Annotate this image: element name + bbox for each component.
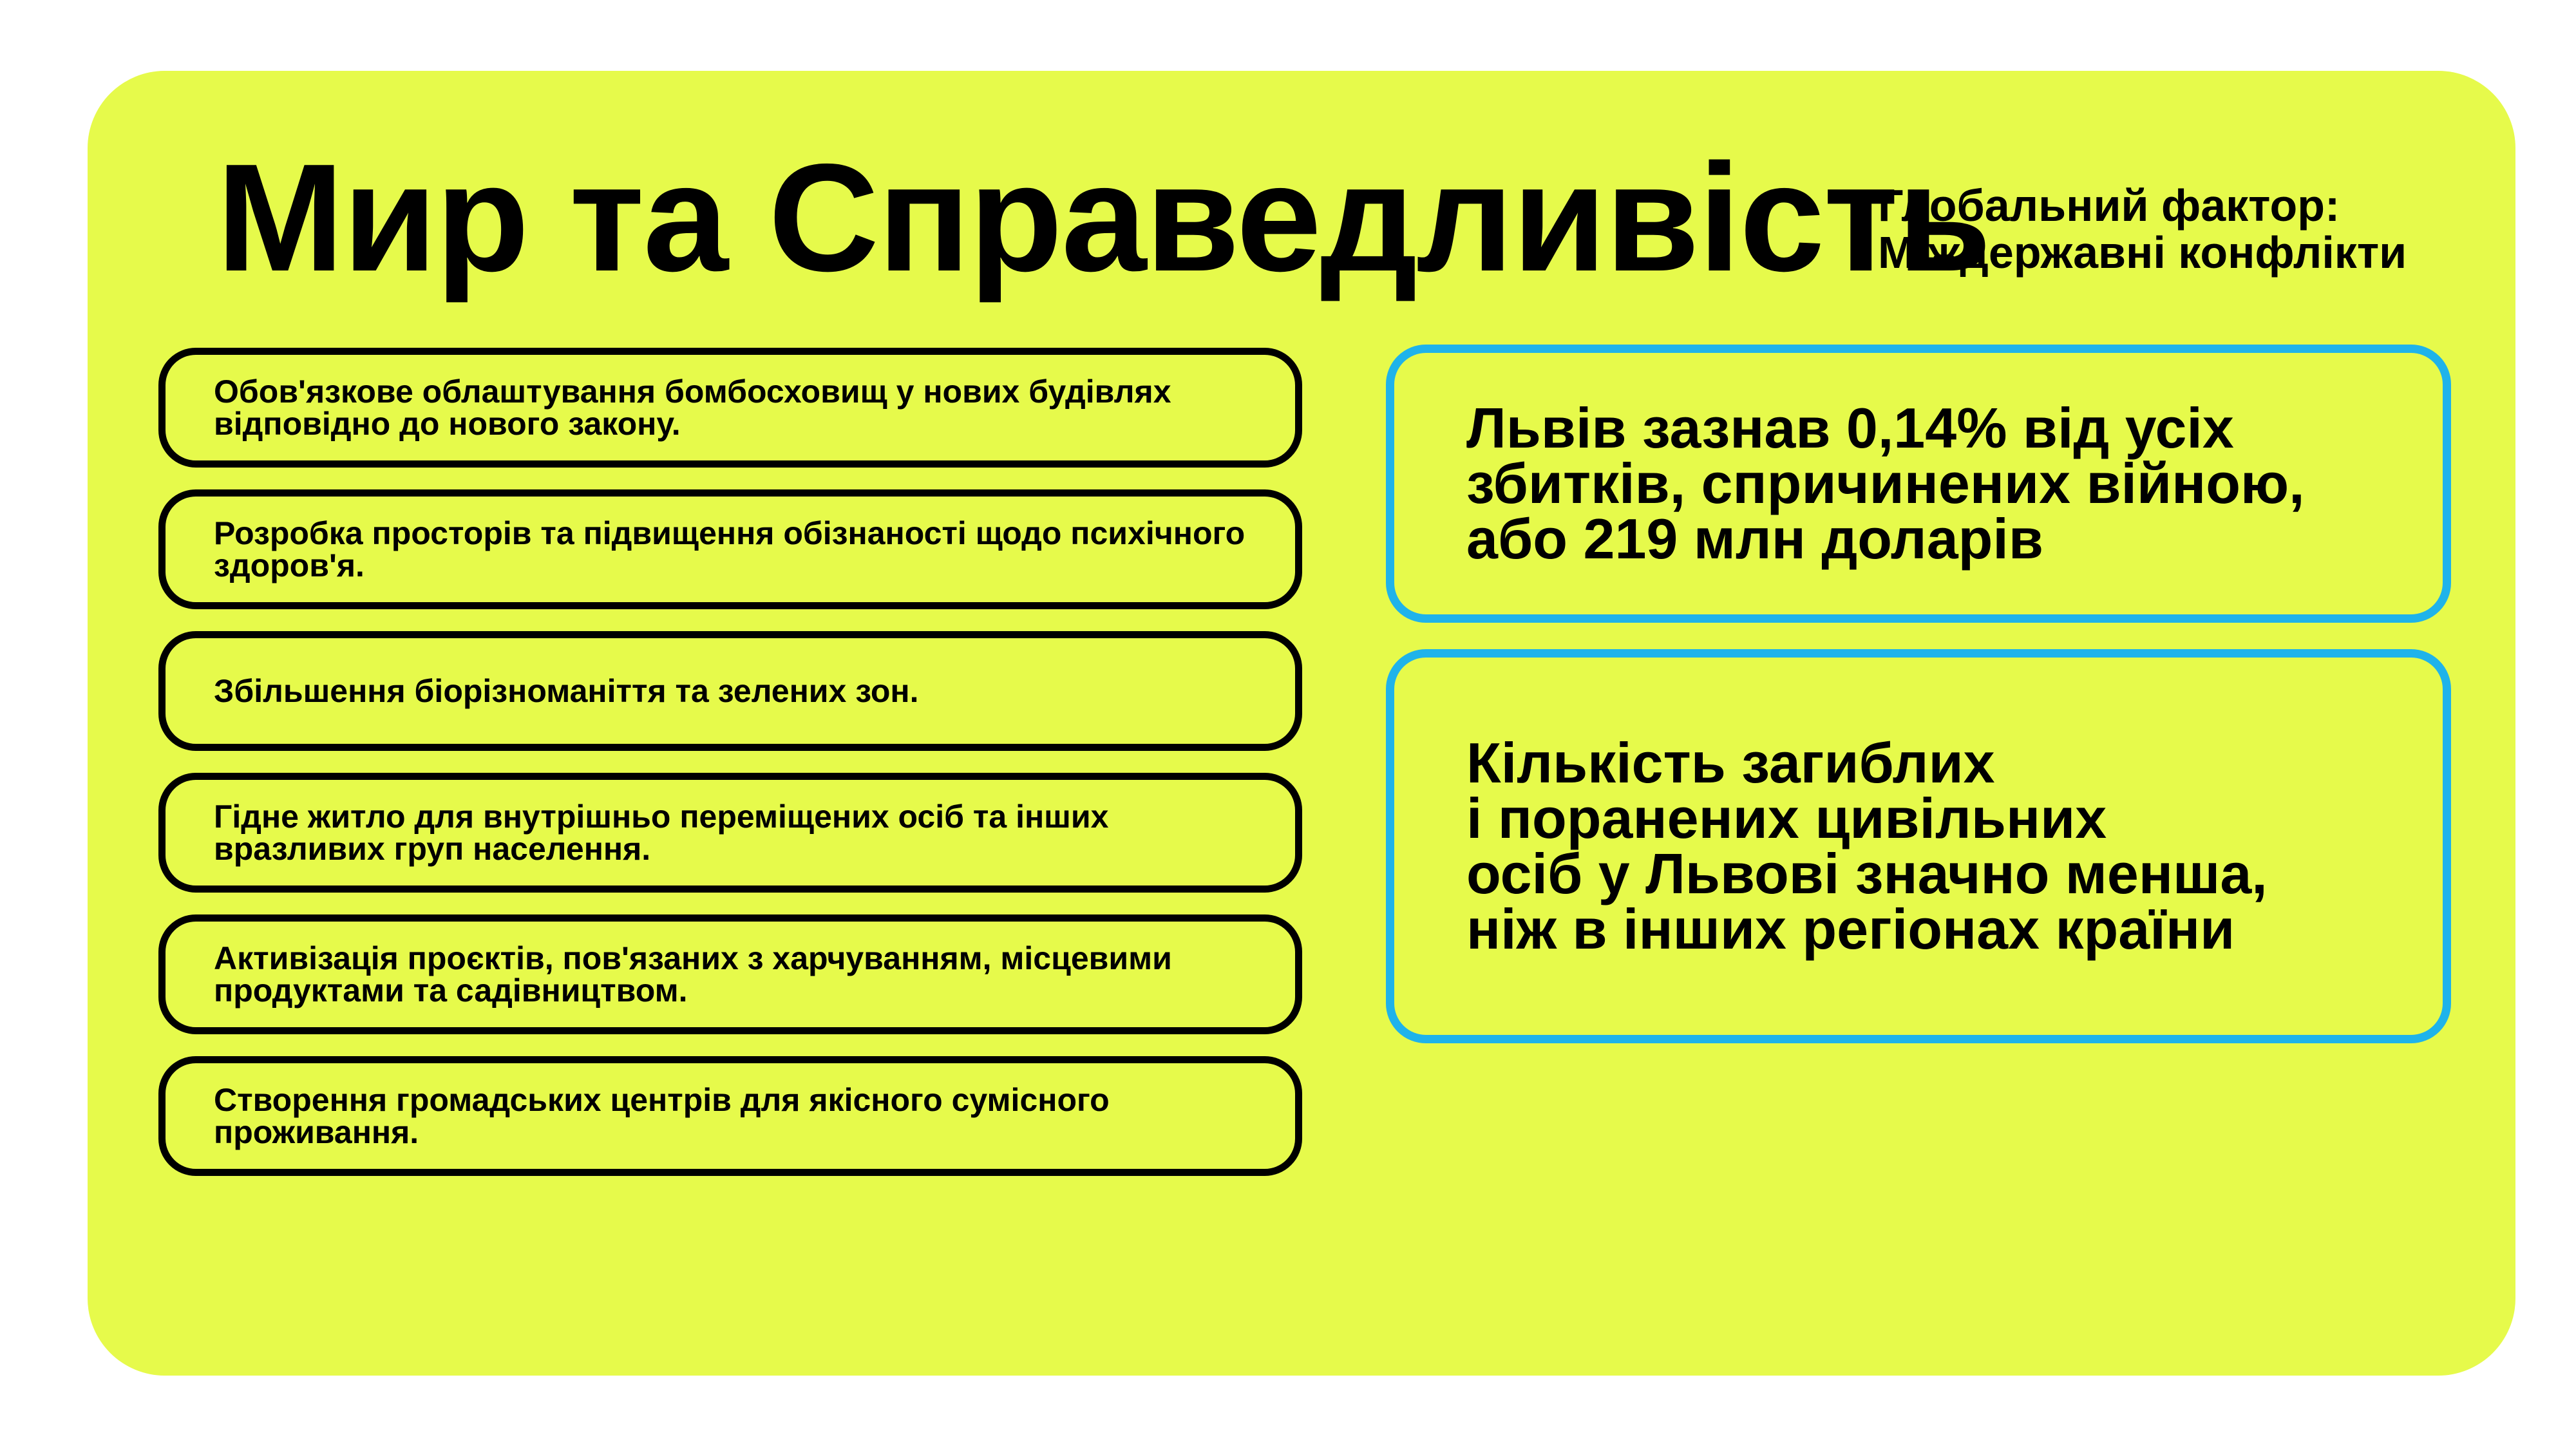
fact-line: збитків, спричинених війною, — [1466, 451, 2305, 515]
list-item — [158, 631, 1302, 751]
list-item-text: Активізація проєктів, пов'язаних з харчуванням, місцевими продуктами та садівництвом. — [214, 940, 1172, 1009]
list-item-text: Створення громадських центрів для якісного сумісного проживання. — [214, 1082, 1110, 1150]
initiatives-list — [158, 348, 1302, 1198]
global-factor — [1878, 182, 2458, 276]
fact-box-casualties — [1386, 649, 2451, 1043]
global-factor-label: Глобальний фактор: — [1878, 180, 2340, 231]
fact-text — [1466, 730, 2268, 961]
fact-line: Кількість загиблих — [1466, 730, 1995, 795]
fact-line: Львів зазнав 0,14% від усіх — [1466, 395, 2234, 460]
list-item — [158, 1056, 1302, 1176]
slide-card — [88, 71, 2515, 1376]
list-item-text: Збільшення біорізноманіття та зелених зон. — [214, 673, 919, 709]
list-item — [158, 773, 1302, 893]
page-title: Мир та Справедливість — [216, 133, 1991, 303]
fact-line: або 219 млн доларів — [1466, 507, 2043, 571]
fact-line: ніж в інших регіонах країни — [1466, 897, 2235, 961]
list-item-text: Обов'язкове облаштування бомбосховищ у нових будівлях відповідно до нового закону. — [214, 374, 1171, 442]
list-item-text: Розробка просторів та підвищення обізнаності щодо психічного здоров'я. — [214, 515, 1245, 583]
global-factor-value: Міждержавні конфлікти — [1878, 227, 2407, 278]
fact-text — [1466, 395, 2305, 571]
fact-line: і поранених цивільних — [1466, 786, 2107, 850]
list-item — [158, 489, 1302, 609]
fact-box-damage — [1386, 345, 2451, 623]
fact-line: осіб у Львові значно менша, — [1466, 842, 2268, 905]
list-item — [158, 348, 1302, 468]
list-item — [158, 914, 1302, 1034]
list-item-text: Гідне житло для внутрішньо переміщених осіб та інших вразливих груп населення. — [214, 799, 1109, 867]
